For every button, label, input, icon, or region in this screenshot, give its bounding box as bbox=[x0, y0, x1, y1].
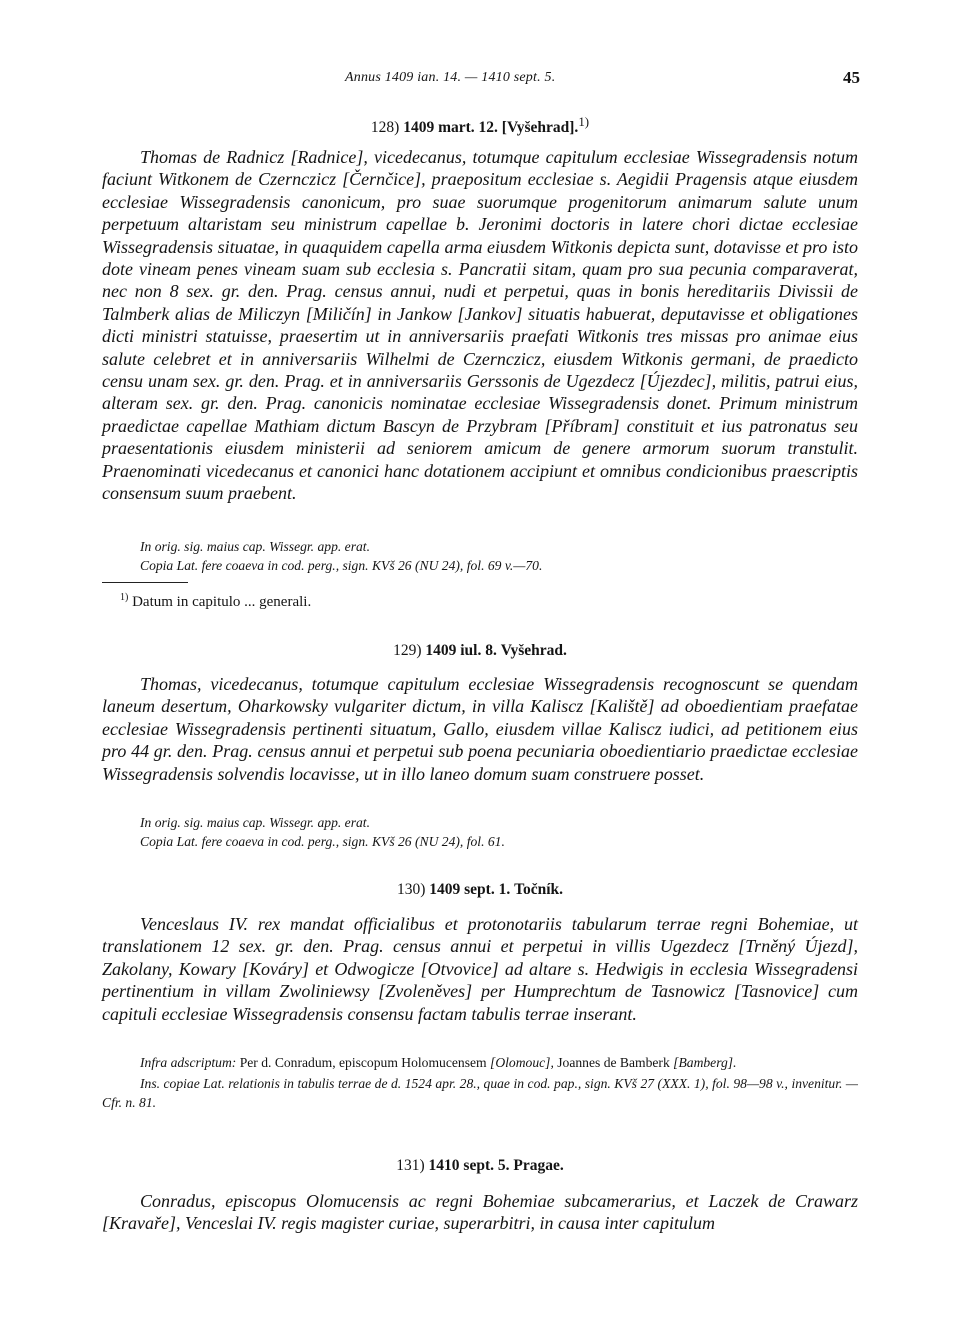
document-heading-128 bbox=[0, 114, 960, 137]
document-number: 130) bbox=[396, 881, 426, 898]
document-place: Pragae. bbox=[513, 1157, 564, 1174]
footnote-reference: 1) bbox=[578, 114, 590, 129]
running-title: Annus 1409 ian. 14. — 1410 sept. 5. bbox=[345, 70, 556, 85]
infra-text-name: Joannes de Bamberk bbox=[557, 1055, 670, 1070]
infra-place: [Olomouc], bbox=[490, 1055, 554, 1070]
document-place: Točník. bbox=[514, 881, 564, 898]
document-number: 129) bbox=[393, 642, 422, 659]
seal-note: In orig. sig. maius cap. Wissegr. app. erat. bbox=[140, 815, 370, 830]
footnote bbox=[120, 592, 311, 611]
document-notes-128 bbox=[102, 537, 858, 575]
footnote-text: Datum in capitulo ... generali. bbox=[132, 594, 312, 610]
document-text-131: Conradus, episcopus Olomucensis ac regni Bohemiae subcamerarius, et Laczek de Crawarz [Kravaře], Venceslai IV. regis magister curiae, superarbitri, in causa inter capitulum bbox=[102, 1191, 858, 1234]
document-text-129: Thomas, vicedecanus, totumque capitulum ecclesiae Wissegradensis recognoscunt se quendam laneum desertum, Oharkowsky vulgariter dictum, in villa Kaliscz [Kaliště] ad oboedientiam praefatae ecclesiae Wissegradensis pertinenti situatum, Gallo, eiusdem villae Kaliscz iudici, ad petitionem eius pro 44 gr. den. Prag. census annui et perpetui sub poena pecuniaria oboedientiario praedictae ecclesiae Wissegradensis solvendis locavisse, ut in illo laneo domum suam construere posset. bbox=[102, 674, 858, 784]
footnote-divider bbox=[102, 582, 188, 583]
document-notes-129 bbox=[102, 813, 858, 851]
infra-label: Infra adscriptum: bbox=[140, 1055, 237, 1070]
copy-note: Copia Lat. fere coaeva in cod. perg., sign. KVš 26 (NU 24), fol. 69 v.—70. bbox=[140, 558, 543, 573]
document-heading-130 bbox=[0, 881, 960, 899]
infra-end: [Bamberg]. bbox=[673, 1055, 737, 1070]
document-place: [Vyšehrad]. bbox=[501, 119, 579, 137]
document-date: 1409 iul. 8. bbox=[425, 642, 497, 659]
document-date: 1409 sept. 1. bbox=[429, 881, 511, 898]
copy-note: Ins. copiae Lat. relationis in tabulis terrae de d. 1524 apr. 28., quae in cod. pap., sign. KVš 27 (XXX. 1), fol. 98—98 v., invenitur. — Cfr. n. 81. bbox=[102, 1076, 858, 1110]
document-place: Vyšehrad. bbox=[500, 642, 567, 659]
document-text-130: Venceslaus IV. rex mandat officialibus et protonotariis tabularum terrae regni Bohemiae, ut translationem 12 sex. gr. den. Prag. census annui et perpetui in villis Ugezdecz [Trněný Újezd], Zakolany, Kowary [Kováry] et Odwogicze [Otvovice] ad altare s. Hedwigis in ecclesia Wissegradensi pertinentium in villam Zwoliniewsy [Zvoleněves] per Humprechtum de Tasnowicz [Tasnovice] cum capituli ecclesiae Wissegradensis consensu factam tabulis terrae inserant. bbox=[102, 914, 858, 1024]
document-text-128: Thomas de Radnicz [Radnice], vicedecanus, totumque capitulum ecclesiae Wissegradensis notum faciunt Witkonem de Czernczicz [Černčice], praepositum ecclesiae s. Aegidii Pragensis atque eiusdem ecclesiae Wissegradensis canonicum, pro suae suorumque progenitorum animarum salute unum perpetuum altaristam seu ministrum capellae b. Jeronimi doctoris in latere chori dictae ecclesiae Wissegradensis situatae, in quaquidem capella arma eiusdem Witkonis depicta sunt, dotavisse et pro isto dote vineam penes vineam suam sub ecclesia s. Pancratii sitam, quam pro sua pecunia comparaverat, nec non 8 sex. gr. den. Prag. census annui, nudi et perpetui, quas in bonis hereditariis Divissii de Talmberk alias de Miliczyn [Miličín] in Jankow [Jankov] situatis habuerat, deputavisse et obligationes dicti ministri statuisse, praesertim ut in anniversariis praefati Witkonis tres missas pro animae eius salute celebret et in anniversariis Wilhelmi de Czernczicz, eiusdem Witkonis germani, de praedicto censu unam sex. gr. den. Prag. et in anniversariis Gerssonis de Ugezdecz [Újezdec], militis, patrui eius, alteram sex. gr. den. Prag. canonicis nominatae ecclesiae Wissegradensis donet. Primum ministrum praedictae capellae Mathiam dictum Bascyn de Przybram [Příbram] constituit et ius patronatus seu praesentationis eiusdem ministerii ad seniorem amicum de genere armorum suorum transtulit. Praenominati vicedecanus et canonici hanc dotationem accipiunt et omnibus condicionibus praescriptis consensum suum praebent. bbox=[102, 147, 858, 504]
document-heading-129 bbox=[0, 642, 960, 660]
document-number: 128) bbox=[370, 119, 400, 137]
copy-note: Copia Lat. fere coaeva in cod. perg., sign. KVš 26 (NU 24), fol. 61. bbox=[140, 834, 505, 849]
footnote-mark: 1) bbox=[120, 592, 129, 603]
document-date: 1409 mart. 12. bbox=[403, 119, 498, 137]
document-number: 131) bbox=[396, 1157, 425, 1174]
page-number: 45 bbox=[843, 68, 860, 87]
infra-text: Per d. Conradum, episcopum Holomucensem bbox=[239, 1055, 487, 1070]
document-notes-130 bbox=[102, 1053, 858, 1112]
document-date: 1410 sept. 5. bbox=[428, 1157, 510, 1174]
document-heading-131 bbox=[0, 1157, 960, 1175]
seal-note: In orig. sig. maius cap. Wissegr. app. erat. bbox=[140, 539, 370, 554]
